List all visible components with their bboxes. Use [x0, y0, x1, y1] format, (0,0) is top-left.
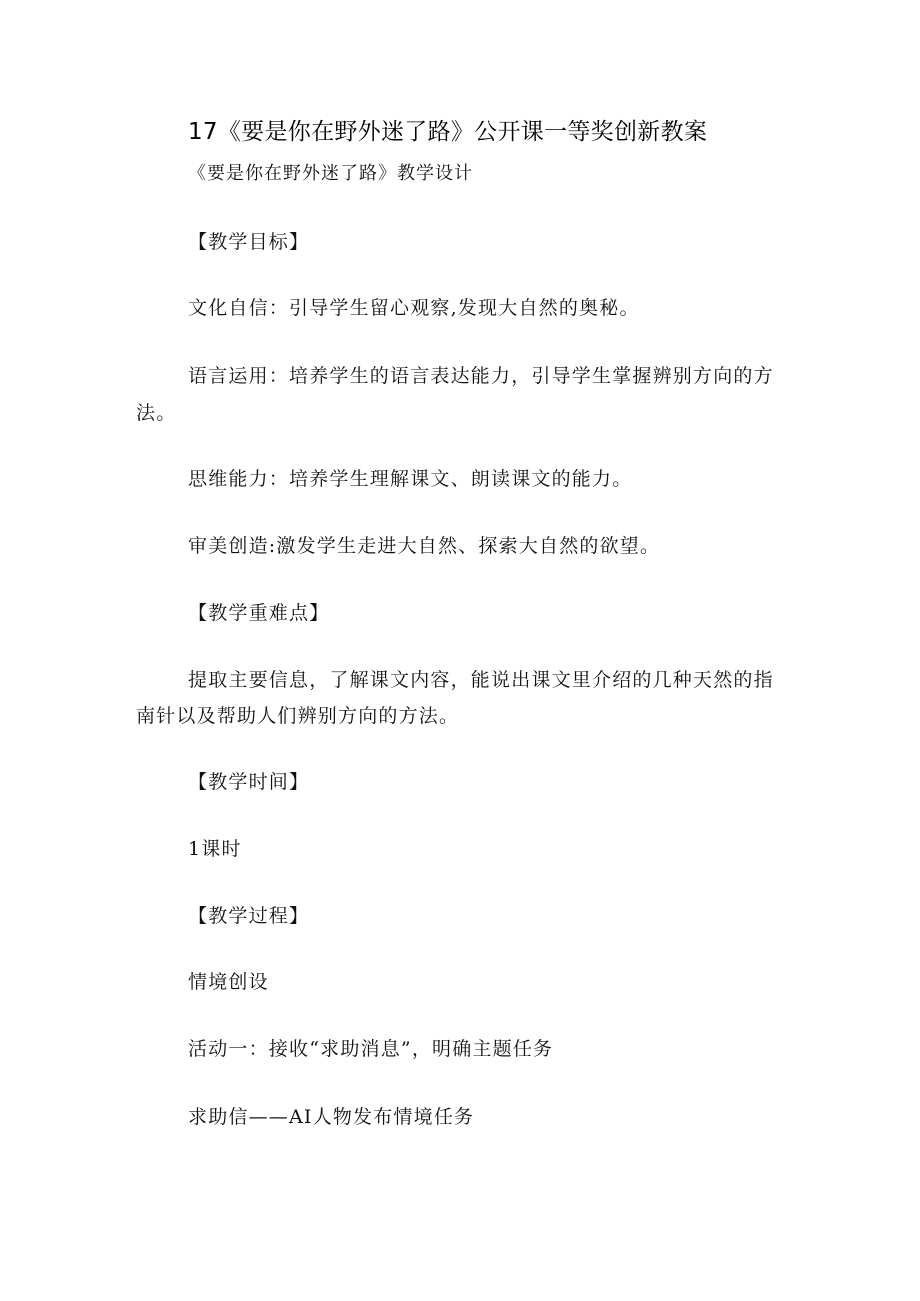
- keypoints-heading: 【教学重难点】: [188, 602, 330, 624]
- document-subtitle: 《要是你在野外迷了路》教学设计: [188, 163, 473, 184]
- goals-heading: 【教学目标】: [188, 231, 310, 253]
- process-scene: 情境创设: [188, 971, 269, 993]
- time-heading: 【教学时间】: [188, 771, 310, 793]
- process-heading: 【教学过程】: [188, 905, 310, 927]
- goal-language-line2: 法。: [136, 402, 177, 424]
- goal-aesthetic: 审美创造:激发学生走进大自然、探索大自然的欲望。: [188, 535, 661, 557]
- process-letter: 求助信——AI人物发布情境任务: [188, 1106, 475, 1128]
- goal-thinking: 思维能力：培养学生理解课文、朗读课文的能力。: [188, 468, 633, 490]
- time-value: 1课时: [188, 838, 242, 860]
- goal-culture: 文化自信：引导学生留心观察,发现大自然的奥秘。: [188, 297, 640, 319]
- document-title: 17《要是你在野外迷了路》公开课一等奖创新教案: [188, 119, 708, 145]
- keypoints-line1: 提取主要信息，了解课文内容，能说出课文里介绍的几种天然的指: [188, 669, 774, 691]
- process-activity1: 活动一：接收“求助消息”，明确主题任务: [188, 1038, 554, 1060]
- goal-language-line1: 语言运用：培养学生的语言表达能力，引导学生掌握辨别方向的方: [188, 365, 774, 387]
- keypoints-line2: 南针以及帮助人们辨别方向的方法。: [136, 705, 460, 727]
